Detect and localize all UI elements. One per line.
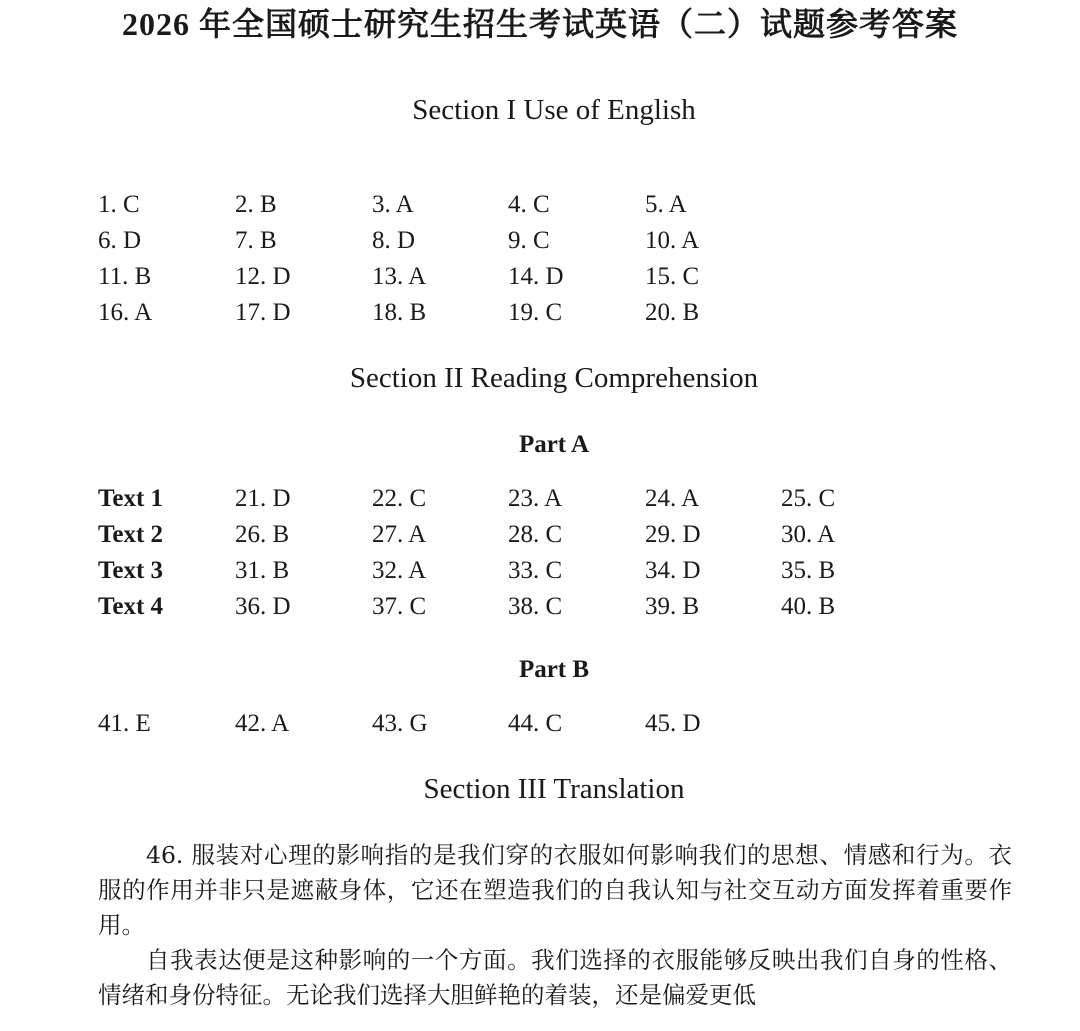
answer-item: 44. C bbox=[508, 710, 563, 737]
section-1-heading: Section I Use of English bbox=[412, 94, 696, 126]
answer-item: 7. B bbox=[235, 227, 277, 254]
answer-item: 40. B bbox=[781, 593, 836, 620]
answer-item: 19. C bbox=[508, 299, 563, 326]
answer-item: 16. A bbox=[98, 299, 153, 326]
answer-item: 41. E bbox=[98, 710, 151, 737]
translation-answer bbox=[98, 838, 1012, 1013]
answer-item: 18. B bbox=[372, 299, 427, 326]
answer-item: 22. C bbox=[372, 485, 427, 512]
answer-item: 12. D bbox=[235, 263, 291, 290]
answer-item: 31. B bbox=[235, 557, 290, 584]
section-2-heading: Section II Reading Comprehension bbox=[349, 362, 759, 394]
answer-item: 35. B bbox=[781, 557, 836, 584]
section-3-heading: Section III Translation bbox=[423, 773, 685, 805]
text-label: Text 4 bbox=[98, 593, 164, 620]
answer-item: 25. C bbox=[781, 485, 836, 512]
answer-item: 9. C bbox=[508, 227, 550, 254]
part-b-heading: Part B bbox=[518, 656, 590, 683]
answer-item: 21. D bbox=[235, 485, 291, 512]
answer-item: 28. C bbox=[508, 521, 563, 548]
answer-item: 5. A bbox=[645, 191, 687, 218]
answer-item: 23. A bbox=[508, 485, 563, 512]
answer-item: 8. D bbox=[372, 227, 416, 254]
answer-item: 20. B bbox=[645, 299, 700, 326]
page-title: 2026 年全国硕士研究生招生考试英语（二）试题参考答案 bbox=[121, 6, 958, 42]
translation-paragraph: 自我表达便是这种影响的一个方面。我们选择的衣服能够反映出我们自身的性格、情绪和身份特征。无论我们选择大胆鲜艳的着装，还是偏爱更低 bbox=[98, 946, 1012, 1009]
translation-paragraph: 46. 服装对心理的影响指的是我们穿的衣服如何影响我们的思想、情感和行为。衣服的作用并非只是遮蔽身体，它还在塑造我们的自我认知与社交互动方面发挥着重要作用。 bbox=[98, 841, 1012, 939]
text-label: Text 3 bbox=[98, 557, 164, 584]
answer-item: 32. A bbox=[372, 557, 427, 584]
answer-item: 27. A bbox=[372, 521, 427, 548]
answer-item: 26. B bbox=[235, 521, 290, 548]
answer-item: 33. C bbox=[508, 557, 563, 584]
answer-item: 10. A bbox=[645, 227, 700, 254]
answer-item: 34. D bbox=[645, 557, 701, 584]
answer-item: 37. C bbox=[372, 593, 427, 620]
answer-item: 15. C bbox=[645, 263, 700, 290]
answer-item: 42. A bbox=[235, 710, 290, 737]
answer-item: 13. A bbox=[372, 263, 427, 290]
answer-item: 2. B bbox=[235, 191, 277, 218]
answer-item: 30. A bbox=[781, 521, 836, 548]
answer-item: 38. C bbox=[508, 593, 563, 620]
text-label: Text 2 bbox=[98, 521, 164, 548]
answer-item: 4. C bbox=[508, 191, 550, 218]
text-label: Text 1 bbox=[98, 485, 164, 512]
answer-item: 39. B bbox=[645, 593, 700, 620]
answer-item: 11. B bbox=[98, 263, 152, 290]
answer-item: 14. D bbox=[508, 263, 564, 290]
answer-item: 45. D bbox=[645, 710, 701, 737]
answer-item: 3. A bbox=[372, 191, 414, 218]
answer-item: 43. G bbox=[372, 710, 428, 737]
answer-item: 29. D bbox=[645, 521, 701, 548]
answer-item: 1. C bbox=[98, 191, 140, 218]
answer-item: 36. D bbox=[235, 593, 291, 620]
answer-item: 24. A bbox=[645, 485, 700, 512]
answer-item: 6. D bbox=[98, 227, 142, 254]
answer-item: 17. D bbox=[235, 299, 291, 326]
part-a-heading: Part A bbox=[518, 431, 590, 458]
